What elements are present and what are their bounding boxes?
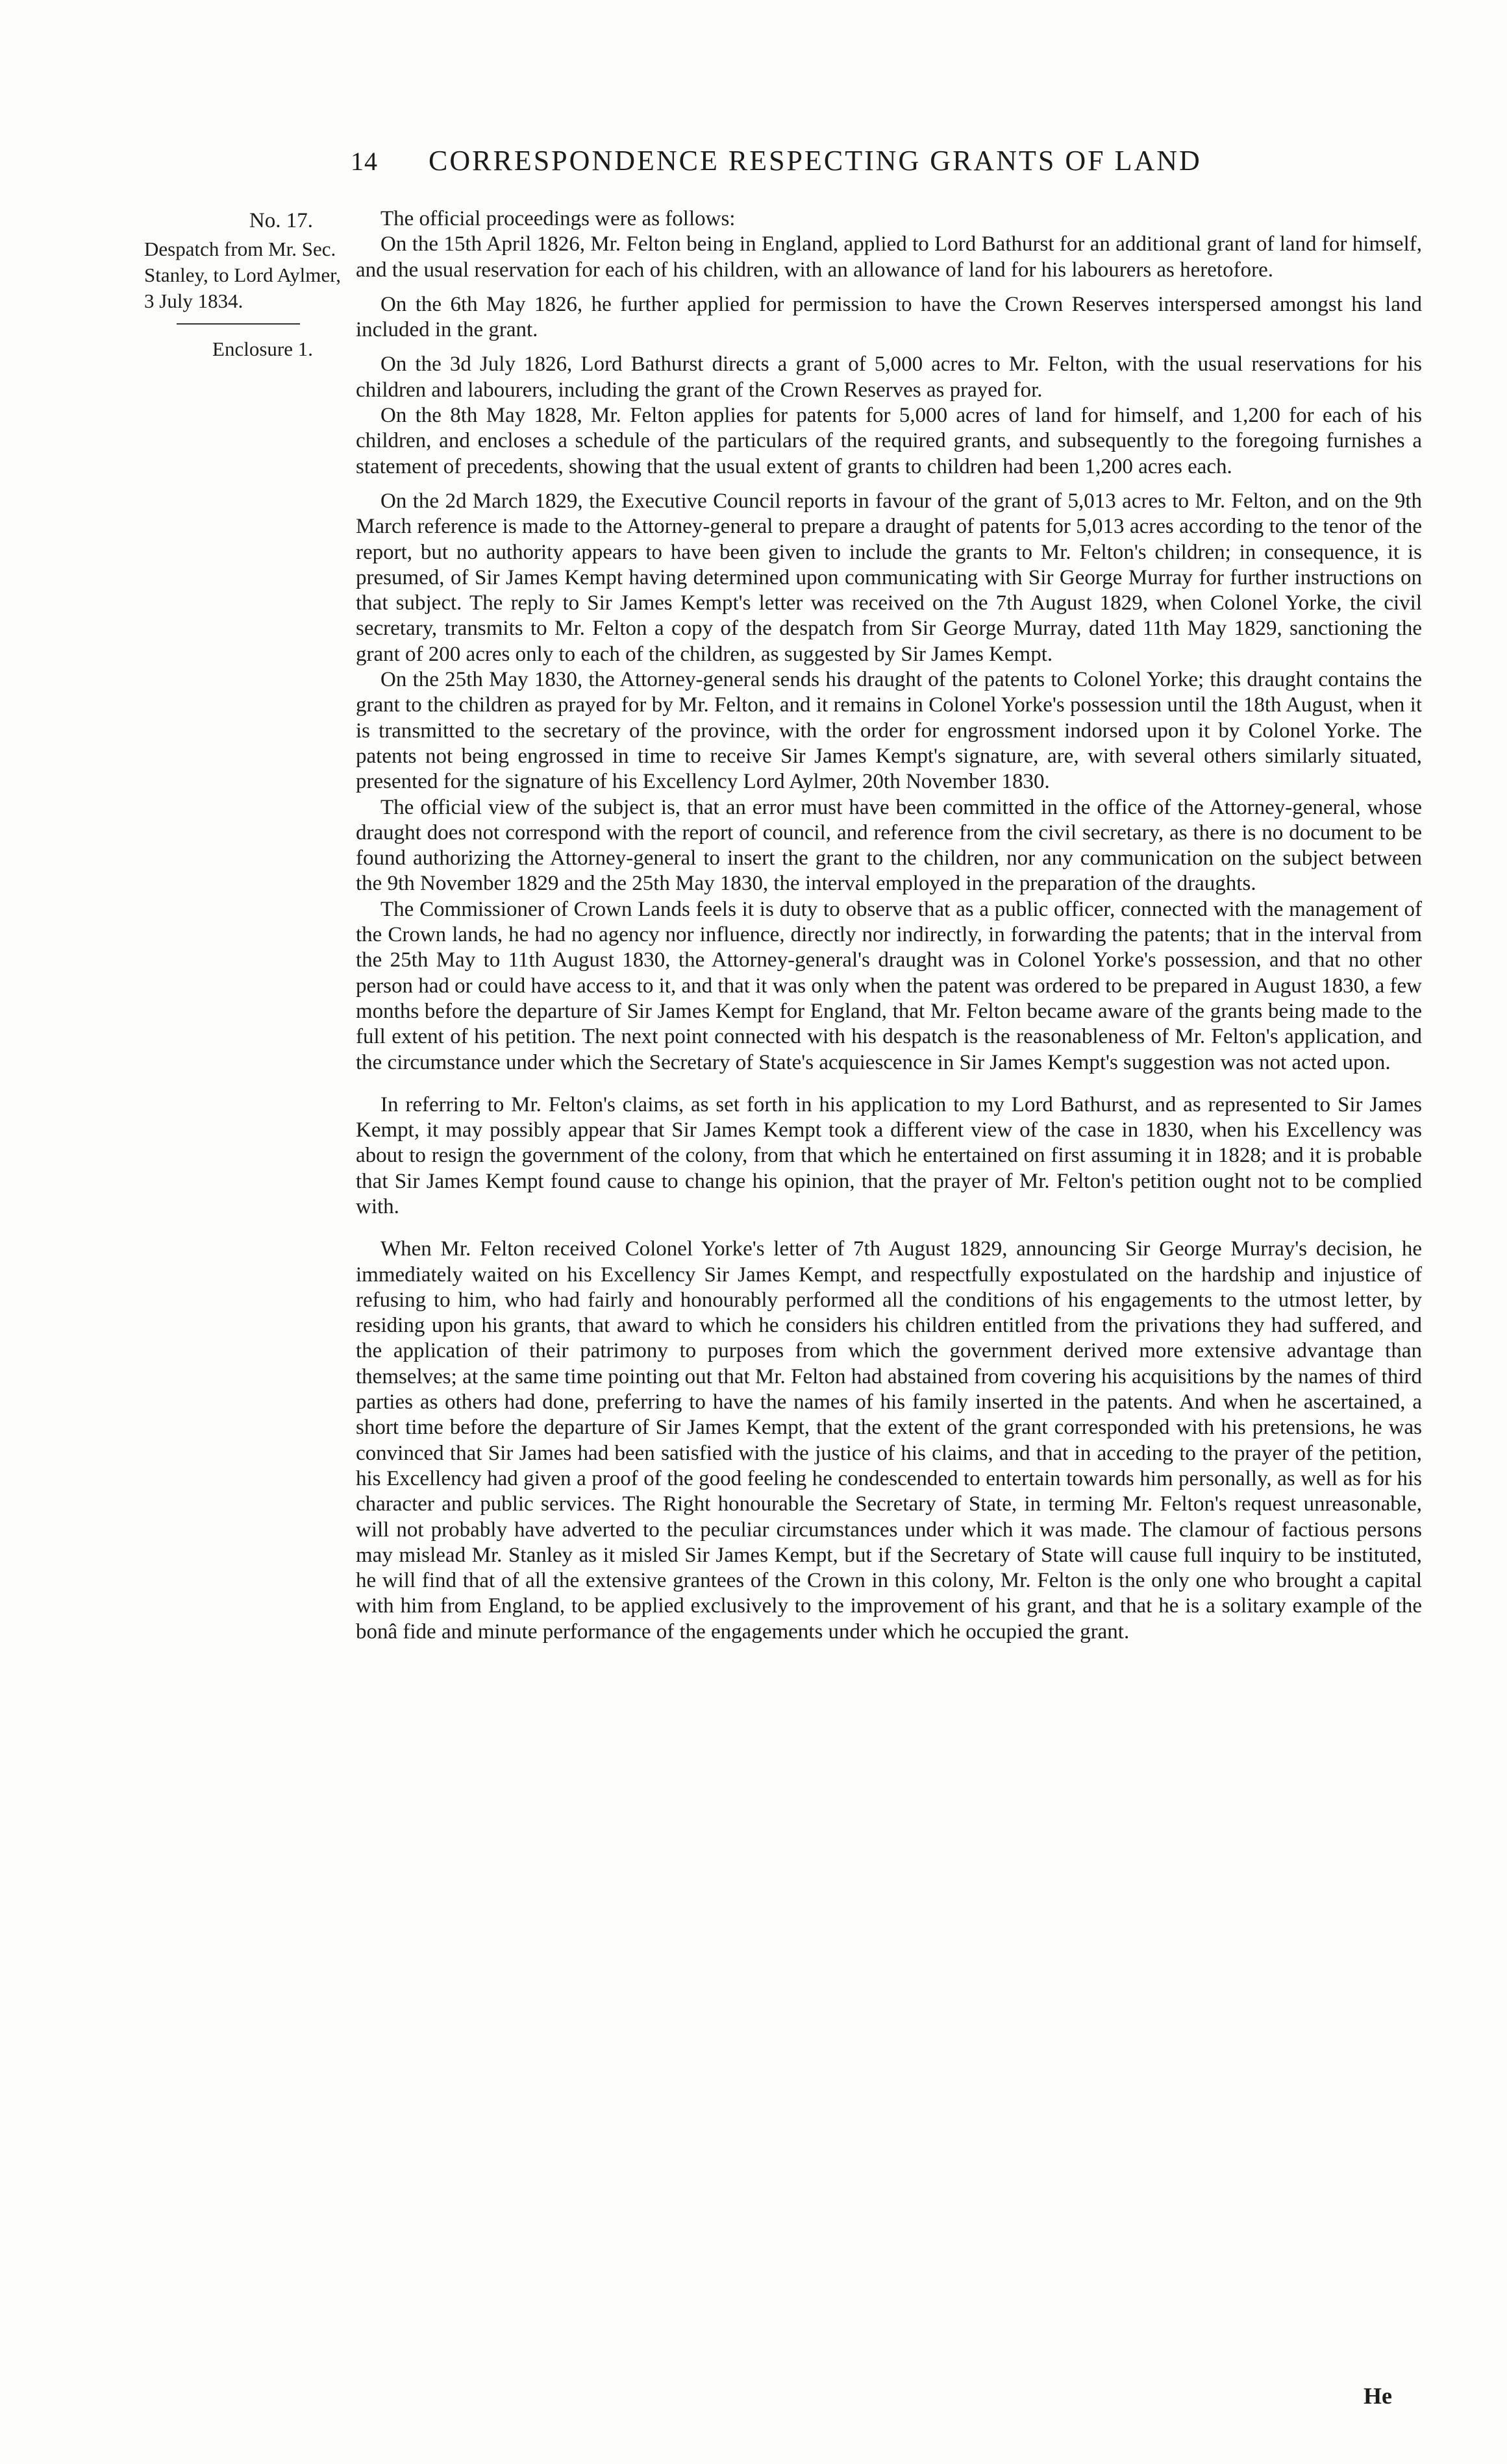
margin-enclosure-label: Enclosure 1. — [212, 338, 313, 360]
main-text — [356, 206, 1422, 1645]
paragraph: On the 25th May 1830, the Attorney-general sends his draught of the patents to Colonel Yorke; this draught contains the grant to the children as prayed for by Mr. Felton, and it remains in Colonel Yorke's possession until the 18th August, when it is transmitted to the secretary of the province, with the order for engrossment indorsed upon it by Colonel Yorke. The patents not being engrossed in time to receive Sir James Kempt's signature, are, with several others similarly situated, presented for the signature of his Excellency Lord Aylmer, 20th November 1830. — [356, 668, 1422, 794]
catchword: He — [1364, 2383, 1392, 2409]
margin-divider — [177, 323, 300, 325]
margin-note — [144, 208, 352, 362]
paragraph: In referring to Mr. Felton's claims, as set forth in his application to my Lord Bathurst, and as represented to Sir James Kempt, it may possibly appear that Sir James Kempt took a different view of the case in 1830, when his Excellency was about to resign the government of the colony, from that which he entertained on first assuming it in 1828; and it is probable that Sir James Kempt found cause to change his opinion, that the prayer of Mr. Felton's petition ought not to be complied with. — [356, 1092, 1422, 1218]
paragraph: The official proceedings were as follows: — [380, 207, 736, 230]
paragraph: On the 3d July 1826, Lord Bathurst directs a grant of 5,000 acres to Mr. Felton, with the usual reservations for his children and labourers, including the grant of the Crown Reserves as prayed for. — [356, 352, 1422, 402]
paragraph: On the 8th May 1828, Mr. Felton applies for patents for 5,000 acres of land for himself, and 1,200 for each of his children, and encloses a schedule of the particulars of the required grants, and subsequently to the foregoing furnishes a statement of precedents, showing that the usual extent of grants to children had been 1,200 acres each. — [356, 404, 1422, 478]
running-header — [351, 144, 1364, 177]
paragraph: On the 15th April 1826, Mr. Felton being in England, applied to Lord Bathurst for an additional grant of land for himself, and the usual reservation for each of his children, with an allowance of land for his labourers as heretofore. — [356, 232, 1422, 282]
margin-despatch-description: Despatch from Mr. Sec. Stanley, to Lord Aylmer, 3 July 1834. — [144, 238, 341, 312]
paragraph: The official view of the subject is, that an error must have been committed in the office of the Attorney-general, whose draught does not correspond with the report of council, and reference from the civil secretary, as there is no document to be found authorizing the Attorney-general to insert the grant to the children, nor any communication on the subject between the 9th November 1829 and the 25th May 1830, the interval employed in the preparation of the draughts. — [356, 795, 1422, 896]
paragraph: On the 6th May 1826, he further applied for permission to have the Crown Reserves interspersed amongst his land included in the grant. — [356, 292, 1422, 342]
paragraph: When Mr. Felton received Colonel Yorke's letter of 7th August 1829, announcing Sir George Murray's decision, he immediately waited on his Excellency Sir James Kempt, and respectfully expostulated on the hardship and injustice of refusing to him, who had fairly and honourably performed all the conditions of his engagements to the utmost letter, by residing upon his grants, that award to which he considers his children entitled from the privations they had suffered, and the application of their patrimony to purposes from which the government derived more extensive advantage than themselves; at the same time pointing out that Mr. Felton had abstained from covering his acquisitions by the names of third parties as others had done, preferring to have the names of his family inserted in the patents. And when he ascertained, a short time before the departure of Sir James Kempt, that the extent of the grant corresponded with his pretensions, he was convinced that Sir James had been satisfied with the justice of his claims, and that in acceding to the prayer of the petition, his Excellency had given a proof of the good feeling he condescended to entertain towards him personally, as well as for his character and public services. The Right honourable the Secretary of State, in terming Mr. Felton's request unreasonable, will not probably have adverted to the peculiar circumstances under which it was made. The clamour of factious persons may mislead Mr. Stanley as it misled Sir James Kempt, but if the Secretary of State will cause full inquiry to be instituted, he will find that of all the extensive grantees of the Crown in this colony, Mr. Felton is the only one who brought a capital with him from England, to be applied exclusively to the improvement of his grant, and that he is a solitary example of the bonâ fide and minute performance of the engagements under which he occupied the grant. — [356, 1237, 1422, 1644]
page-title: CORRESPONDENCE RESPECTING GRANTS OF LAND — [429, 145, 1202, 177]
page-number: 14 — [351, 147, 378, 176]
paragraph: On the 2d March 1829, the Executive Council reports in favour of the grant of 5,013 acres to Mr. Felton, and on the 9th March reference is made to the Attorney-general to prepare a draught of patents for 5,013 acres according to the tenor of the report, but no authority appears to have been given to include the grants to Mr. Felton's children; in consequence, it is presumed, of Sir James Kempt having determined upon communicating with Sir George Murray for further instructions on that subject. The reply to Sir James Kempt's letter was received on the 7th August 1829, when Colonel Yorke, the civil secretary, transmits to Mr. Felton a copy of the despatch from Sir George Murray, dated 11th May 1829, sanctioning the grant of 200 acres only to each of the children, as suggested by Sir James Kempt. — [356, 489, 1422, 666]
margin-document-number: No. 17. — [249, 209, 313, 232]
paragraph: The Commissioner of Crown Lands feels it is duty to observe that as a public officer, connected with the management of the Crown lands, he had no agency nor influence, directly nor indirectly, in forwarding the patents; that in the interval from the 25th May to 11th August 1830, the Attorney-general's draught was in Colonel Yorke's possession, and that no other person had or could have access to it, and that it was only when the patent was ordered to be prepared in August 1830, a few months before the departure of Sir James Kempt for England, that Mr. Felton became aware of the grants being made to the full extent of his petition. The next point connected with his despatch is the reasonableness of Mr. Felton's application, and the circumstance under which the Secretary of State's acquiescence in Sir James Kempt's suggestion was not acted upon. — [356, 897, 1422, 1074]
